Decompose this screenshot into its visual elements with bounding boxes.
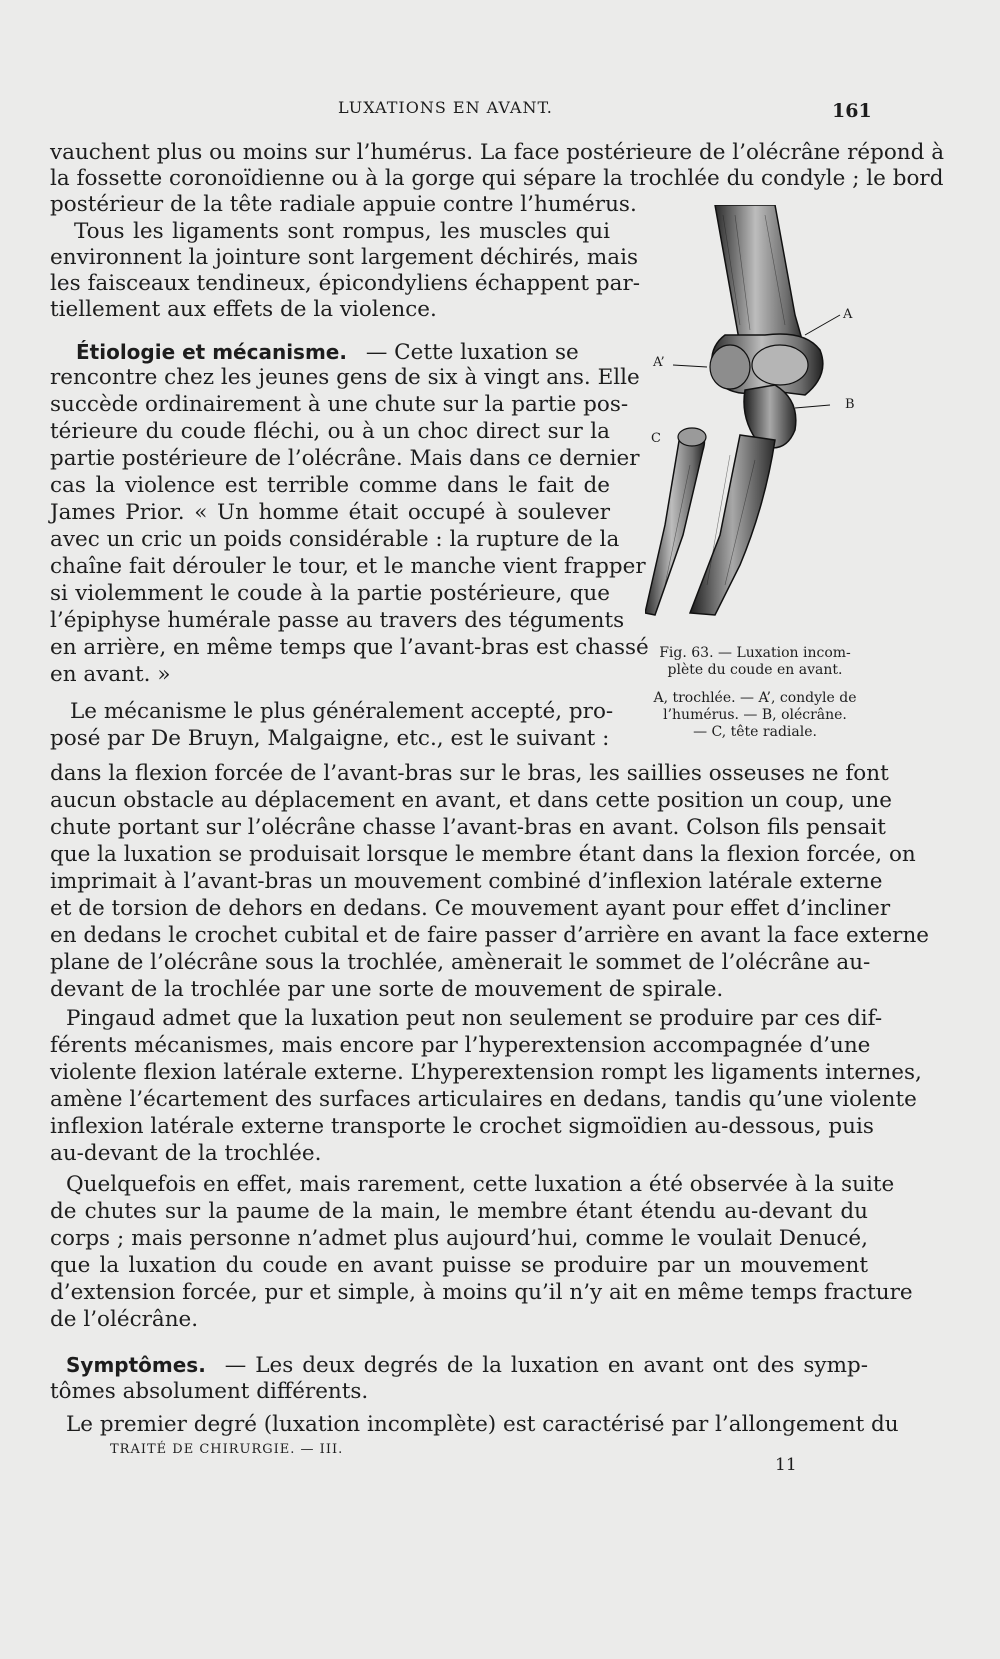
text-line: tiellement aux effets de la violence.: [50, 297, 437, 322]
trochlea-shape: [752, 345, 808, 385]
elbow-engraving-figure: [645, 205, 875, 660]
text-line: chute portant sur l’olécrâne chasse l’avant-bras en avant. Colson fils pensait: [50, 815, 886, 840]
text-line: vauchent plus ou moins sur l’humérus. La face postérieure de l’olécrâne répond à: [50, 140, 945, 165]
text-line: environnent la jointure sont largement déchirés, mais: [50, 245, 638, 270]
radius-shaft: [645, 429, 704, 615]
text-line: férents mécanismes, mais encore par l’hyperextension accompagnée d’une: [50, 1033, 871, 1058]
text-line: de chutes sur la paume de la main, le membre étant étendu au-devant du: [50, 1199, 868, 1224]
text-line: les faisceaux tendineux, épicondyliens échappent par-: [50, 271, 641, 296]
section-heading-etiologie: Étiologie et mécanisme.: [76, 340, 347, 364]
figure-label-a: A: [843, 307, 853, 322]
figure-caption-legend: [635, 690, 875, 741]
text-line: au-devant de la trochlée.: [50, 1141, 322, 1166]
text-line: en dedans le crochet cubital et de faire passer d’arrière en avant la face externe: [50, 923, 930, 948]
running-head: LUXATIONS EN AVANT.: [338, 98, 553, 117]
text-line: dans la flexion forcée de l’avant-bras sur le bras, les saillies osseuses ne font: [50, 761, 889, 786]
text-line: tômes absolument différents.: [50, 1379, 369, 1404]
text-line: cas la violence est terrible comme dans le fait de: [50, 473, 610, 498]
text-line: que la luxation du coude en avant puisse se produire par un mouvement: [50, 1253, 868, 1278]
text-line: l’épiphyse humérale passe au travers des téguments: [50, 608, 625, 633]
text-fragment: — Cette luxation se: [365, 340, 579, 365]
text-line: chaîne fait dérouler le tour, et le manche vient frapper: [50, 554, 646, 579]
text-line: posé par De Bruyn, Malgaigne, etc., est le suivant :: [50, 726, 610, 751]
text-line: succède ordinairement à une chute sur la partie pos-: [50, 392, 629, 417]
caption-title-line-2: plète du coude en avant.: [667, 662, 843, 678]
text-line: d’extension forcée, pur et simple, à moins qu’il n’y ait en même temps fracture: [50, 1280, 913, 1305]
caption-legend-line-3: — C, tête radiale.: [693, 724, 817, 740]
text-line: térieure du coude fléchi, ou à un choc direct sur la: [50, 419, 610, 444]
text-line: aucun obstacle au déplacement en avant, et dans cette position un coup, une: [50, 788, 892, 813]
section-heading-symptomes: Symptômes.: [66, 1353, 206, 1377]
text-line: devant de la trochlée par une sorte de mouvement de spirale.: [50, 977, 724, 1002]
footer-signature-mark: 11: [775, 1455, 797, 1475]
text-line: si violemment le coude à la partie postérieure, que: [50, 581, 610, 606]
text-line: en avant. »: [50, 662, 171, 687]
caption-legend-line-2: l’humérus. — B, olécrâne.: [663, 707, 847, 723]
text-line: postérieur de la tête radiale appuie contre l’humérus.: [50, 192, 637, 217]
text-line: partie postérieure de l’olécrâne. Mais dans ce dernier: [50, 446, 640, 471]
caption-title-line-1: Fig. 63. — Luxation incom-: [659, 645, 851, 661]
text-line: imprimait à l’avant-bras un mouvement combiné d’inflexion latérale externe: [50, 869, 883, 894]
figure-label-c: C: [651, 431, 661, 446]
text-line: Le premier degré (luxation incomplète) est caractérisé par l’allongement du: [66, 1412, 899, 1437]
text-line: inflexion latérale externe transporte le crochet sigmoïdien au-dessous, puis: [50, 1114, 874, 1139]
text-line: et de torsion de dehors en dedans. Ce mouvement ayant pour effet d’incliner: [50, 896, 891, 921]
condyle-shape: [710, 345, 750, 389]
caption-legend-line-1: A, trochlée. — A’, condyle de: [653, 690, 857, 706]
text-line: amène l’écartement des surfaces articulaires en dedans, tandis qu’une violente: [50, 1087, 917, 1112]
text-line: violente flexion latérale externe. L’hyperextension rompt les ligaments internes,: [50, 1060, 922, 1085]
radial-head-shape: [678, 428, 706, 446]
text-line: rencontre chez les jeunes gens de six à vingt ans. Elle: [50, 365, 640, 390]
text-fragment: — Les deux degrés de la luxation en avant ont des symp-: [224, 1353, 868, 1378]
elbow-illustration: [645, 205, 875, 660]
section-heading-line: [66, 1352, 868, 1379]
footer-volume-title: TRAITÉ DE CHIRURGIE. — III.: [110, 1442, 344, 1457]
ulna-shaft: [690, 435, 775, 615]
figure-caption-title: [635, 645, 875, 679]
text-line: Pingaud admet que la luxation peut non seulement se produire par ces dif-: [66, 1006, 883, 1031]
figure-label-b: B: [845, 397, 855, 412]
page-number: 161: [832, 100, 872, 122]
section-heading-line: [76, 339, 610, 366]
text-line: que la luxation se produisait lorsque le membre étant dans la flexion forcée, on: [50, 842, 916, 867]
text-line: plane de l’olécrâne sous la trochlée, amènerait le sommet de l’olécrâne au-: [50, 950, 871, 975]
text-line: corps ; mais personne n’admet plus aujourd’hui, comme le voulait Denucé,: [50, 1226, 868, 1251]
figure-label-a-prime: A’: [653, 355, 665, 370]
text-line: avec un cric un poids considérable : la rupture de la: [50, 527, 620, 552]
text-line: Quelquefois en effet, mais rarement, cette luxation a été observée à la suite: [66, 1172, 895, 1197]
text-line: James Prior. « Un homme était occupé à soulever: [50, 500, 610, 525]
text-line: Le mécanisme le plus généralement accepté, pro-: [70, 699, 614, 724]
text-line: la fossette coronoïdienne ou à la gorge qui sépare la trochlée du condyle ; le bord: [50, 166, 944, 191]
text-line: de l’olécrâne.: [50, 1307, 199, 1332]
text-line: en arrière, en même temps que l’avant-bras est chassé: [50, 635, 649, 660]
text-line: Tous les ligaments sont rompus, les muscles qui: [74, 219, 610, 244]
